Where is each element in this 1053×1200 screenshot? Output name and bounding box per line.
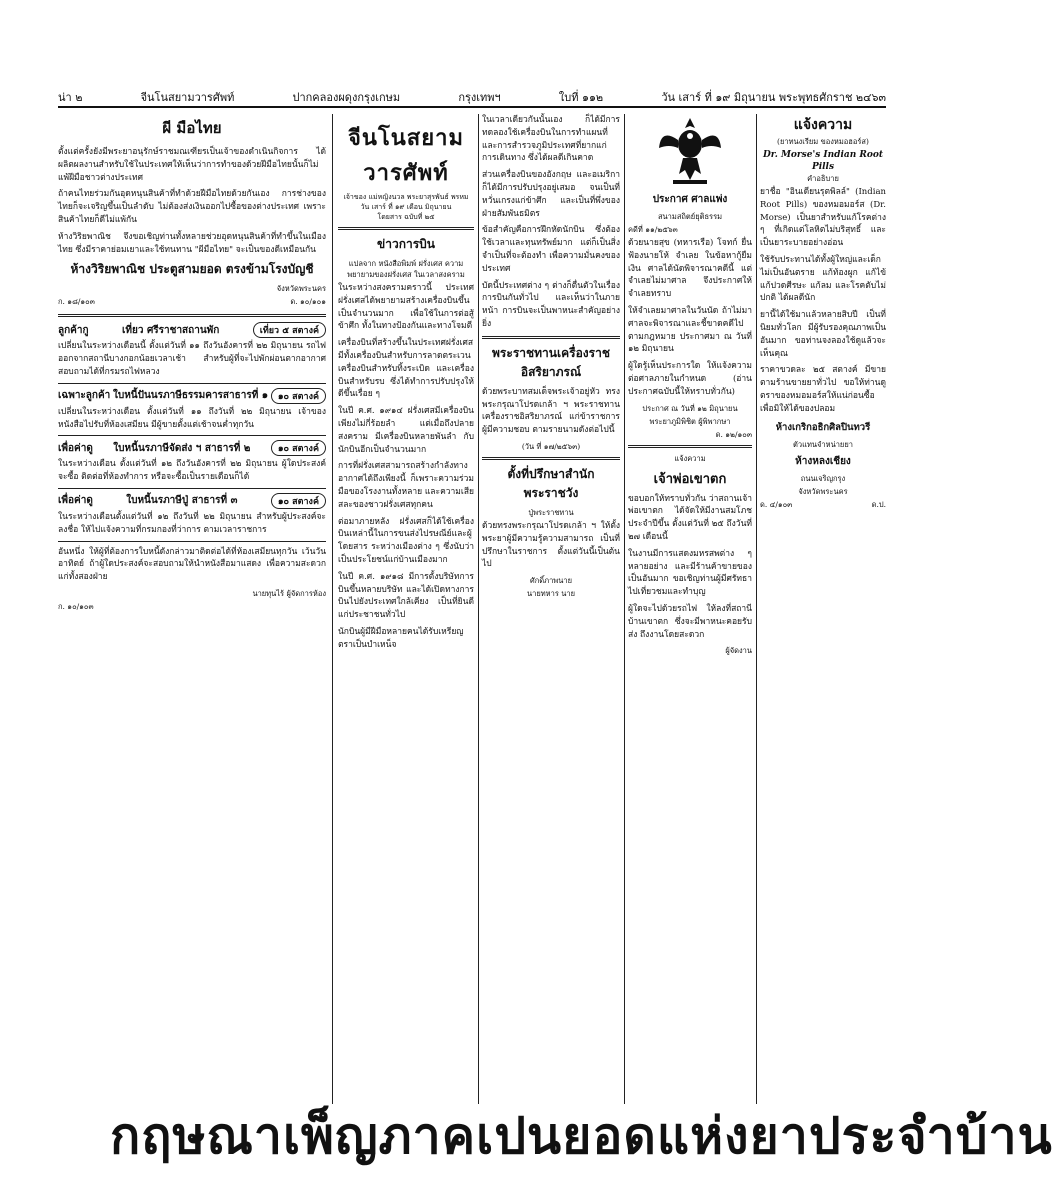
article-heading: ผี มือไทย (162, 119, 222, 137)
signature: นายทุนไร้ ผู้จัดการห้อง (252, 588, 326, 598)
signature-code: ก. ๑๐/๑๐๓ (58, 601, 94, 611)
notice-label: เพื่อค่าดู (58, 495, 93, 507)
judge-name: พระยาภูมิพิชิต ผู้พิพากษา (649, 416, 731, 426)
divider (58, 435, 326, 436)
ad-codes (58, 296, 326, 308)
section-text: ด้วยทรงพระกรุณาโปรดเกล้า ฯ ให้ตั้งพระยาผู้มีความรู้ความสามารถ เป็นที่ปรึกษาในราชการ ตั้งแต่วันนี้เป็นต้นไป (482, 520, 620, 570)
article-paragraph: ห้างวิริยพาณิช จึงขอเชิญท่านทั้งหลายช่วยอุดหนุนสินค้าที่ทำขึ้นในเมืองไทย ซึ่งมีราคาย่อมเยาและใช้ทนทาน "ผีมือไทย" จะเป็นของดีเหมือนกัน (58, 231, 326, 255)
notice-header (58, 493, 326, 509)
ad-paragraph: ยานี้ได้ใช้มาแล้วหลายสิบปี เป็นที่นิยมทั่วโลก มีผู้รับรองคุณภาพเป็นอันมาก ขอท่านจงลองใช้ดูแล้วจะเห็นคุณ (760, 310, 886, 359)
article-paragraph: นักบินผู้มีฝีมือหลายคนได้รับเหรียญตราเป็นบำเหน็จ (338, 626, 464, 650)
notice-text: ในระหว่างเดือน ตั้งแต่วันที่ ๑๒ ถึงวันอังคารที่ ๒๒ มิถุนายน ผู้ใดประสงค์จะซื้อ ติดต่อที่ห้องทำการ หรือจะซื้อเป็นรายเดือนก็ได้ (58, 459, 326, 483)
article-paragraph: ในระหว่างสงครามคราวนี้ ประเทศฝรั่งเศสได้พยายามสร้างเครื่องบินขึ้นเป็นจำนวนมาก เพื่อใช้ในการต่อสู้ข้าศึก ทั้งในทางป้องกันและทางโจมตี (338, 283, 474, 332)
article-paragraph: เครื่องบินที่สร้างขึ้นในประเทศฝรั่งเศส มีทั้งเครื่องบินสำหรับการลาดตระเวน เครื่องบินสำหรับทิ้งระเบิด และเครื่องบินสำหรับรบ ซึ่งได้ทำการปรับปรุงให้ดีขึ้นเรื่อย ๆ (338, 338, 474, 400)
news-subheading: แปลจาก หนังสือพิมพ์ ฝรั่งเศส ความพยายามของฝรั่งเศส ในเวลาสงคราม (347, 259, 465, 279)
masthead-line: โดยสาร ฉบับที่ ๒๕ (377, 213, 435, 221)
ad-code-right: ด. ๑๐/๑๐๑ (290, 297, 326, 307)
issue-date: วัน เสาร์ ที่ ๑๙ มิถุนายน พระพุทธศักราช ๒๔๖๓ (661, 91, 886, 104)
column-1 (58, 114, 326, 1104)
divider (58, 488, 326, 489)
agent-city: จังหวัดพระนคร (798, 486, 848, 496)
section-subheading: ปู่พระราชทาน (528, 507, 574, 517)
shop-location: จังหวัดพระนคร (276, 284, 326, 294)
page-number: น่า ๒ (58, 91, 83, 104)
page-header (58, 88, 886, 108)
article-paragraph: ต่อมาภายหลัง ฝรั่งเศสก็ได้ใช้เครื่องบินเหล่านี้ในการขนส่งไปรษณีย์และผู้โดยสาร ระหว่างเมืองต่าง ๆ ซึ่งนับว่าเป็นประโยชน์แก่บ้านเมืองมาก (338, 516, 474, 565)
price-badge: ๑๐ สตางค์ (271, 440, 326, 456)
agent-shop: ห้างหลงเชียง (795, 455, 851, 467)
notice-label: เพื่อค่าดู (58, 442, 93, 454)
notice-code: ด. ๑๒/๑๐๓ (715, 429, 752, 439)
notice-block (58, 322, 326, 378)
ad-paragraph: ใช้รับประทานได้ทั้งผู้ใหญ่และเด็ก ไม่เป็นอันตราย แก้ท้องผูก แก้ไข้ แก้ปวดศีรษะ แก้ลม และโรคตับไม่ปกติ ได้ผลดีนัก (760, 254, 886, 304)
ad-english-title: Dr. Morse's Indian Root Pills (762, 150, 884, 172)
ad-paragraph: ยาชื่อ "อินเดียนรุตพิลล์" (Indian Root Pills) ของหมอมอร์ส (Dr. Morse) เป็นยาสำหรับแก้โรคต่าง ๆ ที่เกิดแต่โลหิตไม่บริสุทธิ์ และเป็นยาระบายอย่างอ่อน (760, 187, 886, 249)
ad-label: แจ้งความ (674, 453, 706, 463)
royal-emblem-icon (655, 114, 725, 188)
notice-date: ประกาศ ณ วันที่ ๑๒ มิถุนายน (642, 403, 738, 413)
agent-subtitle: ตัวแทนจำหน่ายยา (793, 439, 853, 449)
column-rule (478, 114, 479, 1104)
article-paragraph: ตั้งแต่ครั้งยังมีพระยาอนุรักษ์ราชมณเฑียรเป็นเจ้าของดำเนินกิจการ ได้ผลิตผลงานสำหรับใช้ในประเทศให้เห็นว่าการทำของด้วยฝีมือไทยนั้นก็ไม่แพ้ฝีมือชาวต่างประเทศ (58, 147, 326, 183)
footer-banner: กฤษณาเพ็ญภาคเปนยอดแห่งยาประจำบ้าน (110, 1107, 1053, 1165)
notice-title: ใบหนี้นรภาษีจัดส่ง ฯ สาธารที่ ๒ (113, 442, 251, 454)
ad-code-left: ด. ๔/๑๐๓ (760, 499, 793, 509)
article-paragraph: ถ้าคนไทยร่วมกันอุดหนุนสินค้าที่ทำด้วยฝีมือไทยด้วยกันเอง การช่างของไทยก็จะเจริญขึ้นเป็นลำดับ ไม่ต้องส่งเงินออกไปซื้อของต่างประเทศ เพราะสินค้าไทยก็ดีไม่แพ้กัน (58, 189, 326, 225)
ad-subheading: (ยาทนงเรียม ของหมอฮอร์ส) (777, 137, 869, 146)
column-2 (338, 114, 474, 1104)
price-badge: เที่ยว ๕ สตางค์ (253, 322, 326, 338)
notice-text: เปลี่ยนในระหว่างเดือน ตั้งแต่วันที่ ๑๑ ถึงวันที่ ๒๒ มิถุนายน เจ้าของหนังสือไปรับที่ห้องเสมียน มีผู้ขายตั้งแต่เช้าจนค่ำทุกวัน (58, 406, 326, 430)
notice-label: เฉพาะลูกค้า (58, 390, 111, 402)
notice-subtitle: สนามสถิตย์ยุติธรรม (657, 212, 723, 221)
ad-signature: ผู้จัดงาน (725, 646, 752, 656)
column-4 (628, 114, 752, 1104)
newspaper-page (58, 88, 886, 1118)
notice-paragraph: ด้วยนายสุข (ทหารเรือ) โจทก์ ยื่นฟ้องนายโห้ จำเลย ในข้อหากู้ยืมเงิน ศาลได้นัดพิจารณาคดีนี้ แต่จำเลยไม่มาศาล จึงประกาศให้จำเลยทราบ (628, 238, 752, 300)
paper-name: จีนโนสยามวารศัพท์ (140, 91, 235, 104)
price-badge: ๑๐ สตางค์ (271, 493, 326, 509)
masthead-line: วัน เสาร์ ที่ ๑๙ เดือน มิถุนายน (360, 203, 452, 211)
notice-block (58, 493, 326, 537)
column-rule (624, 114, 625, 1104)
notice-header (58, 440, 326, 456)
notice-title: ใบหนี้ปันนรภาษีธรรมคารสาธารที่ ๑ (112, 390, 269, 402)
ad-paragraph: ในงานมีการแสดงมหรสพต่าง ๆ หลายอย่าง และมีร้านค้าขายของเป็นอันมาก ขอเชิญท่านผู้มีศรัทธาไปเที่ยวชมและทำบุญ (628, 548, 752, 598)
notice-block (58, 440, 326, 484)
divider (58, 383, 326, 384)
notice-title: ประกาศ ศาลแพ่ง (652, 194, 728, 205)
paper-place: ปากคลองผดุงกรุงเกษม (292, 91, 401, 104)
ad-title: เจ้าพ่อเขาตก (653, 471, 727, 487)
divider (482, 457, 620, 460)
issue-number: ใบที่ ๑๑๒ (558, 91, 604, 104)
notice-block (58, 388, 326, 432)
notice-header (58, 388, 326, 404)
section-heading: ตั้งที่ปรึกษาสำนักพระราชวัง (507, 466, 595, 500)
divider (338, 227, 474, 230)
column-3 (482, 114, 620, 1104)
notice-text: ในระหว่างเดือนตั้งแต่วันที่ ๑๒ ถึงวันที่ ๒๒ มิถุนายน สำหรับผู้ประสงค์จะลงชื่อ ให้ไปแจ้งความที่กรมกองที่ว่าการ ตามเวลาราชการ (58, 511, 326, 535)
notice-label: ลูกค้ากู (58, 324, 89, 336)
article-paragraph: ส่วนเครื่องบินของอังกฤษ และอเมริกา ก็ได้มีการปรับปรุงอยู่เสมอ จนเป็นที่หวั่นเกรงแก่ข้าศึก และเป็นที่พึ่งของฝ่ายสัมพันธมิตร (482, 170, 620, 219)
price-badge: ๑๐ สตางค์ (271, 388, 326, 404)
section-heading: พระราชทานเครื่องราชอิสริยาภรณ์ (492, 345, 610, 379)
signature: นายทหาร นาย (527, 589, 575, 599)
section-date: (วัน ที่ ๑๗/๒๕๖๓) (521, 441, 581, 451)
notice-paragraph: ผู้ใดรู้เห็นประการใด ให้แจ้งความต่อศาลภายในกำหนด (อ่านประกาศฉบับนี้ให้ทราบทั่วกัน) (628, 361, 752, 397)
ad-code-left: ก. ๑๘/๑๐๓ (58, 297, 95, 307)
paper-city: กรุงเทพฯ (458, 91, 501, 104)
column-5 (760, 114, 886, 1104)
divider (628, 445, 752, 448)
divider (482, 336, 620, 339)
article-paragraph: บัดนี้ประเทศต่าง ๆ ต่างก็ตื่นตัวในเรื่องการบินกันทั่วไป และเห็นว่าในภายหน้า การบินจะเป็นพาหนะสำคัญอย่างยิ่ง (482, 280, 620, 329)
ad-code-right: ด.ป. (871, 499, 886, 509)
masthead-line: เจ้าของ แม่หญิงนวล พระยาสุรพันธ์ พรหม (343, 193, 469, 201)
agent-street: ถนนเจริญกรุง (800, 473, 846, 483)
column-rule (756, 114, 757, 1104)
article-paragraph: การที่ฝรั่งเศสสามารถสร้างกำลังทางอากาศได้ถึงเพียงนี้ ก็เพราะความร่วมมือของโรงงานทั้งหลาย และความเสียสละของชาวฝรั่งเศสทุกคน (338, 461, 474, 510)
article-paragraph: ในปี ค.ศ. ๑๙๑๔ ฝรั่งเศสมีเครื่องบินเพียงไม่กี่ร้อยลำ แต่เมื่อถึงปลายสงคราม มีเครื่องบินหลายพันลำ กับนักบินอีกเป็นจำนวนมาก (338, 406, 474, 455)
section-text: ด้วยพระบาทสมเด็จพระเจ้าอยู่หัว ทรงพระกรุณาโปรดเกล้า ฯ พระราชทานเครื่องราชอิสริยาภรณ์ แก่ข้าราชการผู้มีความชอบ ตามรายนามดังต่อไปนี้ (482, 386, 620, 436)
closing-paragraph: อันหนึ่ง ให้ผู้ที่ต้องการใบหนี้ดังกล่าวมาติดต่อได้ที่ห้องเสมียนทุกวัน เว้นวันอาทิตย์ ถ้าผู้ใดประสงค์จะสอบถามให้นำหนังสือมาแสดง เพื่อความสะดวกแก่ทั้งสองฝ่าย (58, 546, 326, 583)
ad-codes (760, 499, 886, 511)
signature: ศักดิ์ภาพนาย (529, 576, 572, 586)
notice-paragraph: ให้จำเลยมาศาลในวันนัด ถ้าไม่มาศาลจะพิจารณาและชี้ขาดคดีไปตามกฎหมาย ประกาศมา ณ วันที่ ๑๒ มิถุนายน (628, 305, 752, 355)
divider (58, 541, 326, 542)
notice-text: เปลี่ยนในระหว่างเดือนนี้ ตั้งแต่วันที่ ๑๑ ถึงวันอังคารที่ ๒๒ มิถุนายน รถไฟออกจากสถานีบางกอกน้อยเวลาเช้า สำหรับผู้ที่จะไปพักผ่อนตากอากาศ สอบถามได้ที่กรมรถไฟหลวง (58, 341, 326, 377)
ad-paragraph: ราคาขวดละ ๒๕ สตางค์ มีขายตามร้านขายยาทั่วไป ขอให้ท่านดูตราของหมอมอร์สให้แน่ก่อนซื้อ เพื่อมิให้ได้ของปลอม (760, 365, 886, 414)
notice-title: เที่ยว ศรีราชาสถานพัก (121, 324, 220, 336)
ad-description-label: คำอธิบาย (807, 174, 839, 183)
article-paragraph: ในปี ค.ศ. ๑๙๑๘ มีการตั้งบริษัทการบินขึ้นหลายบริษัท และได้เปิดทางการบินไปยังประเทศใกล้เคียง เป็นที่ยินดีแก่ประชาชนทั่วไป (338, 571, 474, 621)
masthead-title: จีนโนสยามวารศัพท์ (348, 125, 464, 186)
agent-name: ห้างเกริกอธิกศิลปินทวรี (775, 421, 871, 433)
ad-heading: แจ้งความ (793, 117, 853, 133)
ad-paragraph: ผู้ใดจะไปด้วยรถไฟ ให้ลงที่สถานีบ้านเขาตก ซึ่งจะมีพาหนะคอยรับส่ง ถึงงานโดยสะดวก (628, 603, 752, 640)
case-number: คดีที่ ๑๑/๒๕๖๓ (628, 225, 678, 234)
notice-header (58, 322, 326, 338)
news-heading: ข่าวการบิน (377, 237, 435, 251)
notice-title: ใบหนี้นรภาษีปู่ สาธารที่ ๓ (126, 495, 238, 507)
ad-paragraph: ขอบอกให้ทราบทั่วกัน ว่าสถานเจ้าพ่อเขาตก ได้จัดให้มีงานสมโภชประจำปีขึ้น ตั้งแต่วันที่ ๒๕ ถึงวันที่ ๒๗ เดือนนี้ (628, 493, 752, 542)
article-paragraph: ในเวลาเดียวกันนั้นเอง ก็ได้มีการทดลองใช้เครื่องบินในการทำแผนที่ และการสำรวจภูมิประเทศที่ยากแก่การเดินทาง ซึ่งได้ผลดีเกินคาด (482, 115, 620, 164)
article-paragraph: ข้อสำคัญคือการฝึกหัดนักบิน ซึ่งต้องใช้เวลาและทุนทรัพย์มาก แต่ก็เป็นสิ่งจำเป็นที่จะต้องทำ เพื่อความมั่นคงของประเทศ (482, 225, 620, 274)
divider (58, 314, 326, 317)
shop-name: ห้างวิริยพาณิช ประตูสามยอด ตรงข้ามโรงบัญชี (70, 262, 314, 277)
column-rule (332, 114, 333, 1104)
